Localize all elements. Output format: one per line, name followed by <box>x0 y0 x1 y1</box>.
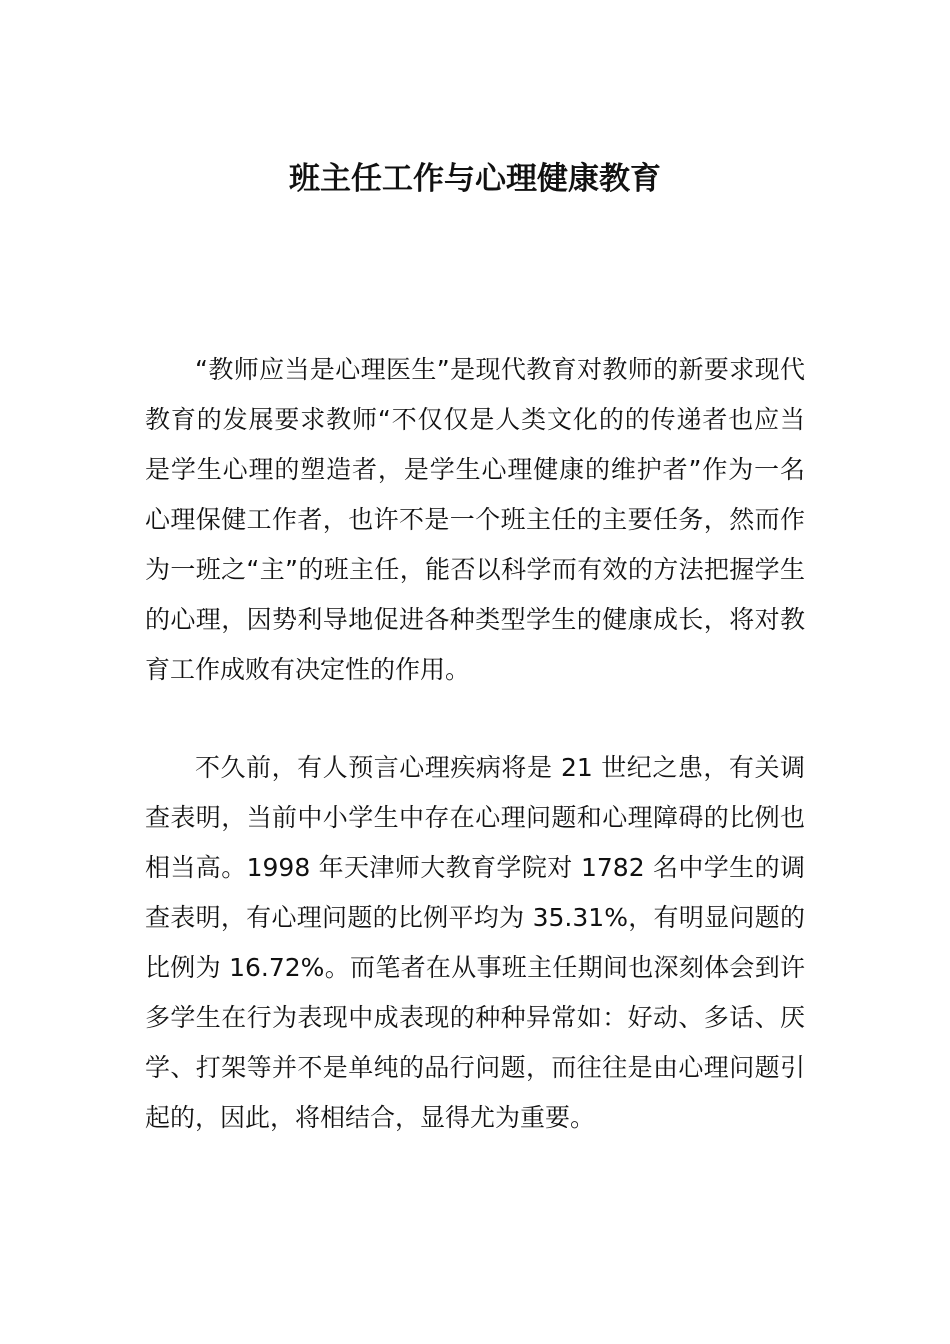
paragraph-2: 不久前，有人预言心理疾病将是 21 世纪之患，有关调查表明，当前中小学生中存在心理问题和心理障碍的比例也相当高。1998 年天津师大教育学院对 1782 名中学生的调查表明，有心理问题的比例平均为 35.31%，有明显问题的比例为 16.72%。而笔者在从事班主任期间也深刻体会到许多学生在行为表现中成表现的种种异常如：好动、多话、厌学、打架等并不是单纯的品行问题，而往往是由心理问题引起的，因此，将相结合，显得尤为重要。 <box>145 753 805 1132</box>
document-title: 班主任工作与心理健康教育 <box>289 161 661 197</box>
paragraph-1: “教师应当是心理医生”是现代教育对教师的新要求现代教育的发展要求教师“不仅仅是人类文化的的传递者也应当是学生心理的塑造者，是学生心理健康的维护者”作为一名心理保健工作者，也许不是一个班主任的主要任务，然而作为一班之“主”的班主任，能否以科学而有效的方法把握学生的心理，因势利导地促进各种类型学生的健康成长，将对教育工作成败有决定性的作用。 <box>145 355 805 684</box>
